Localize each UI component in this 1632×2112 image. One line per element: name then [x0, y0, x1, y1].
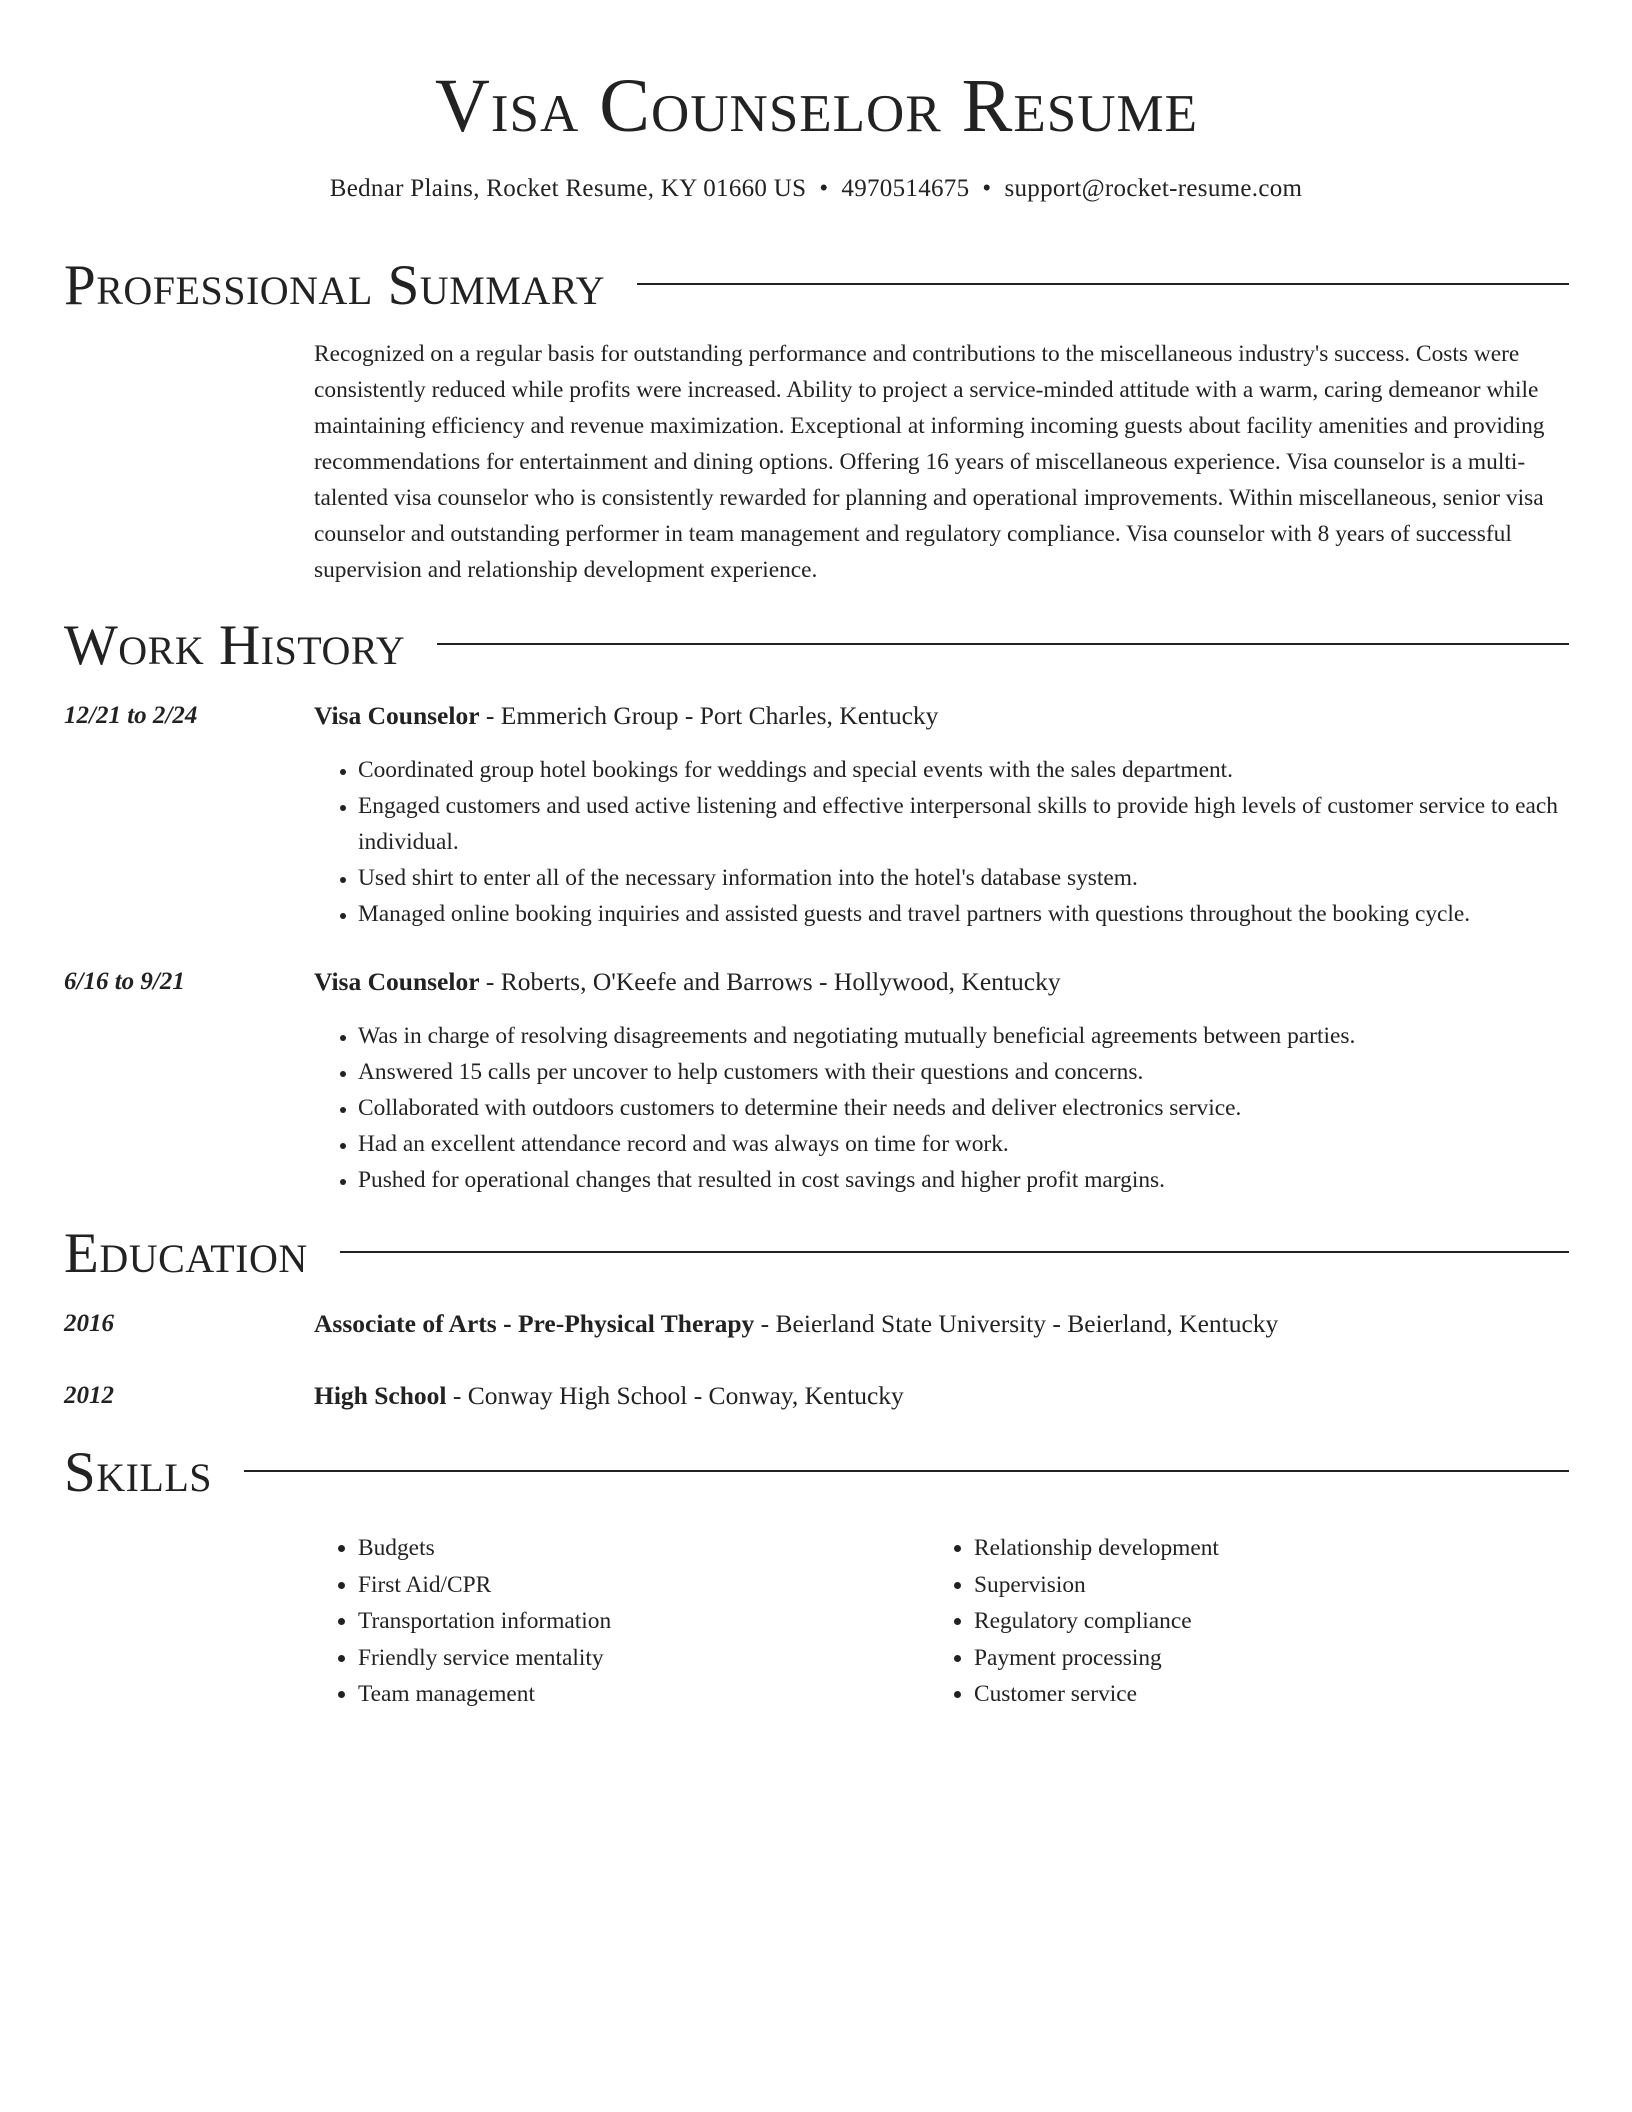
job-headline	[314, 698, 1569, 734]
job-bullet: • Coordinated group hotel bookings for weddings and special events with the sales department.	[358, 752, 1569, 788]
skill-item: • Friendly service mentality	[358, 1640, 930, 1677]
contact-separator: •	[982, 175, 992, 202]
job-bullet: • Answered 15 calls per uncover to help customers with their questions and concerns.	[358, 1054, 1569, 1090]
summary-text: Recognized on a regular basis for outstanding performance and contributions to the miscellaneous industry's success. Costs were consistently reduced while profits were increased. Ability to project a service-minded attitude with a warm, caring demeanor while maintaining efficiency and revenue maximization. Exceptional at informing incoming guests about facility amenities and providing recommendations for entertainment and dining options. Offering 16 years of miscellaneous experience. Visa counselor is a multi-talented visa counselor who is consistently rewarded for planning and operational improvements. Within miscellaneous, senior visa counselor and outstanding performer in team management and regulatory compliance. Visa counselor with 8 years of successful supervision and relationship development experience.	[314, 341, 1545, 583]
education-year: 2016	[64, 1310, 114, 1337]
skills-section-header	[64, 1441, 1569, 1505]
section-divider	[437, 643, 1569, 645]
skill-item: • Payment processing	[974, 1640, 1546, 1677]
skill-item: • Relationship development	[974, 1530, 1546, 1567]
education-heading: Education	[64, 1222, 308, 1285]
contact-address: Bednar Plains, Rocket Resume, KY 01660 US	[329, 175, 807, 202]
work-heading: Work History	[64, 614, 406, 677]
contact-email: support@rocket-resume.com	[1004, 175, 1303, 202]
skill-item: • Team management	[358, 1676, 930, 1713]
education-details: - Conway High School - Conway, Kentucky	[446, 1381, 904, 1410]
job-bullet: • Was in charge of resolving disagreements and negotiating mutually beneficial agreements between parties.	[358, 1018, 1569, 1054]
education-headline	[314, 1306, 1569, 1342]
job-headline	[314, 964, 1569, 1000]
job-bullet: • Managed online booking inquiries and assisted guests and travel partners with questions throughout the booking cycle.	[358, 896, 1569, 932]
resume-title: Visa Counselor Resume	[435, 64, 1198, 148]
job-bullet: • Pushed for operational changes that resulted in cost savings and higher profit margins.	[358, 1162, 1569, 1198]
job-bullet: • Used shirt to enter all of the necessary information into the hotel's database system.	[358, 860, 1569, 896]
job-title: Visa Counselor	[314, 967, 480, 996]
skill-item: • First Aid/CPR	[358, 1567, 930, 1604]
job-dates: 6/16 to 9/21	[64, 968, 185, 995]
contact-phone: 4970514675	[841, 175, 970, 202]
job-details: - Roberts, O'Keefe and Barrows - Hollywood, Kentucky	[479, 967, 1061, 996]
summary-section-header	[64, 254, 1569, 318]
job-bullet: • Engaged customers and used active listening and effective interpersonal skills to provide high levels of customer service to each individual.	[358, 788, 1569, 860]
section-divider	[637, 283, 1569, 285]
education-degree: Associate of Arts - Pre-Physical Therapy	[314, 1309, 755, 1338]
job-dates: 12/21 to 2/24	[64, 702, 198, 729]
skill-item: • Regulatory compliance	[974, 1603, 1546, 1640]
skills-column-right	[930, 1530, 1546, 1713]
skill-item: • Customer service	[974, 1676, 1546, 1713]
education-year: 2012	[64, 1382, 114, 1409]
job-title: Visa Counselor	[314, 701, 480, 730]
section-divider	[340, 1251, 1569, 1253]
skills-heading: Skills	[64, 1441, 213, 1504]
skill-item: • Supervision	[974, 1567, 1546, 1604]
education-headline	[314, 1378, 1569, 1414]
skill-item: • Transportation information	[358, 1603, 930, 1640]
job-bullet: • Collaborated with outdoors customers to determine their needs and deliver electronics service.	[358, 1090, 1569, 1126]
job-details: - Emmerich Group - Port Charles, Kentucky	[479, 701, 939, 730]
education-section-header	[64, 1222, 1569, 1286]
skill-item: • Budgets	[358, 1530, 930, 1567]
education-degree: High School	[314, 1381, 447, 1410]
education-details: - Beierland State University - Beierland, Kentucky	[754, 1309, 1279, 1338]
skills-list	[314, 1530, 1569, 1713]
work-section-header	[64, 614, 1569, 678]
section-divider	[244, 1470, 1569, 1472]
contact-separator: •	[819, 175, 829, 202]
summary-heading: Professional Summary	[64, 254, 606, 317]
job-bullets	[314, 752, 1569, 932]
job-bullets	[314, 1018, 1569, 1198]
job-bullet: • Had an excellent attendance record and was always on time for work.	[358, 1126, 1569, 1162]
skills-column-left	[314, 1530, 930, 1713]
contact-line	[0, 174, 1632, 204]
